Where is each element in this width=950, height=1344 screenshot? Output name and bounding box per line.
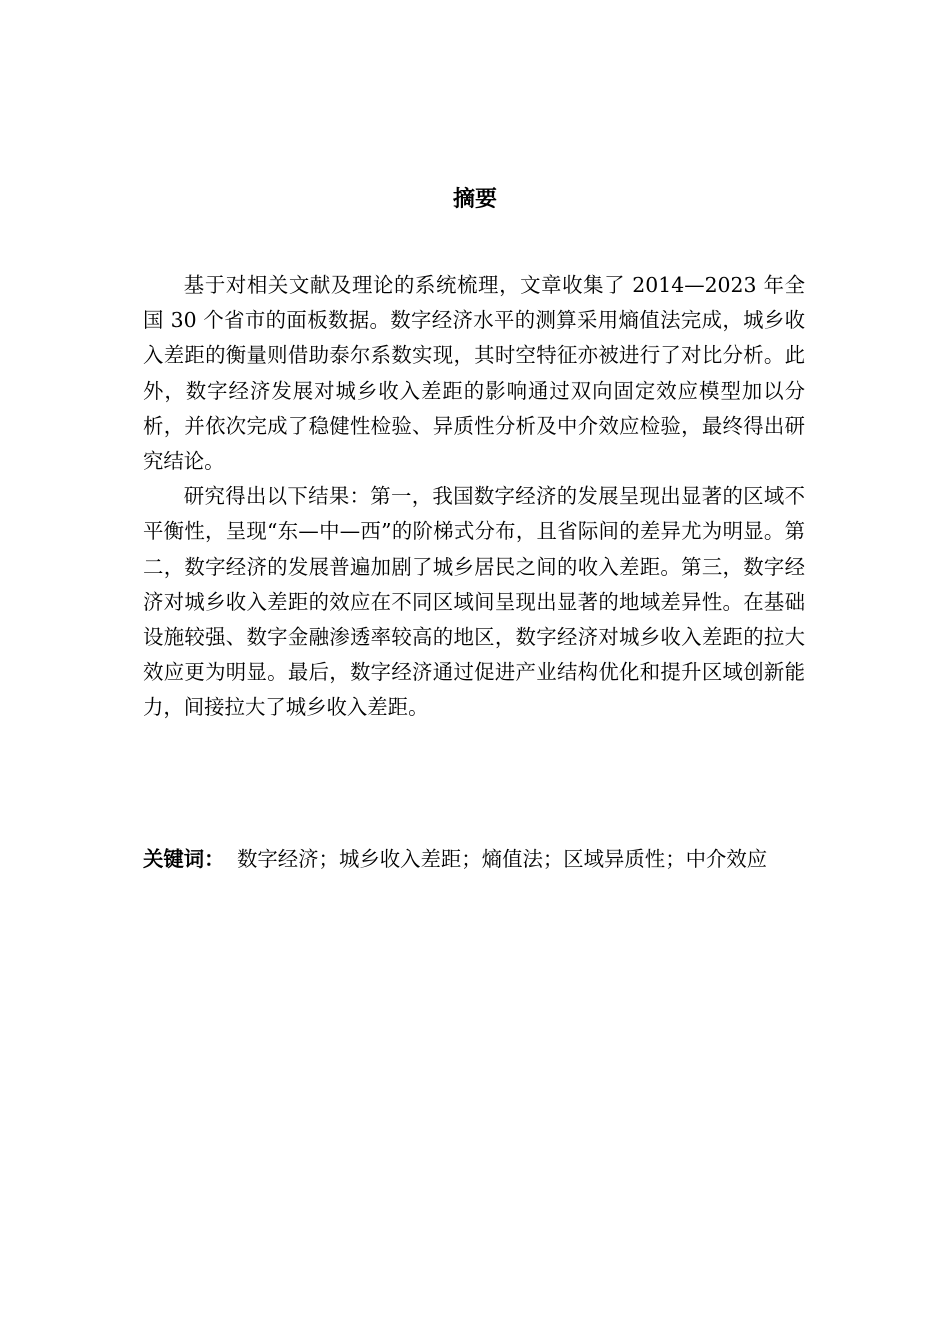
abstract-body	[143, 268, 805, 726]
keywords-section	[143, 842, 805, 877]
keywords-label: 关键词：	[143, 847, 225, 871]
abstract-paragraph-1: 基于对相关文献及理论的系统梳理，文章收集了 2014—2023 年全国 30 个省市的面板数据。数字经济水平的测算采用熵值法完成，城乡收入差距的衡量则借助泰尔系数实现，其时空特征亦被进行了对比分析。此外，数字经济发展对城乡收入差距的影响通过双向固定效应模型加以分析，并依次完成了稳健性检验、异质性分析及中介效应检验，最终得出研究结论。	[143, 273, 805, 474]
abstract-paragraph-2: 研究得出以下结果：第一，我国数字经济的发展呈现出显著的区域不平衡性，呈现“东—中—西”的阶梯式分布，且省际间的差异尤为明显。第二，数字经济的发展普遍加剧了城乡居民之间的收入差距。第三，数字经济对城乡收入差距的效应在不同区域间呈现出显著的地域差异性。在基础设施较强、数字金融渗透率较高的地区，数字经济对城乡收入差距的拉大效应更为明显。最后，数字经济通过促进产业结构优化和提升区域创新能力，间接拉大了城乡收入差距。	[143, 484, 805, 720]
keywords-list: 数字经济；城乡收入差距；熵值法；区域异质性；中介效应	[237, 847, 768, 871]
abstract-title: 摘要	[452, 187, 497, 212]
